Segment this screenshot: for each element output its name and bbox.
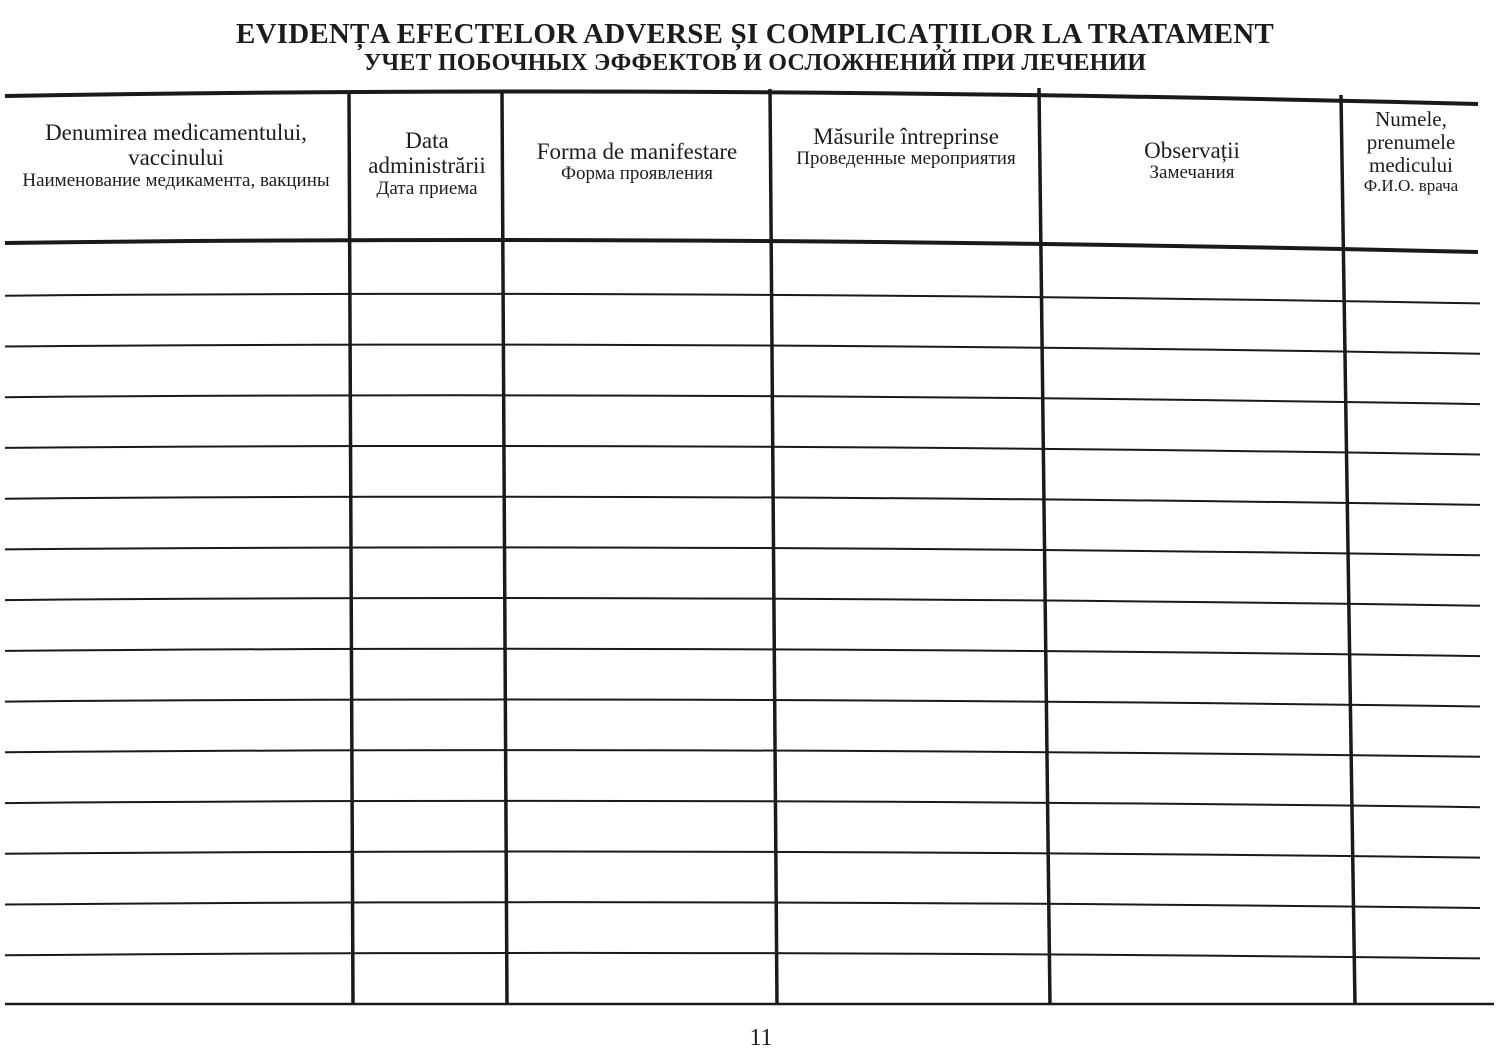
column-header-doctor bbox=[1350, 108, 1472, 196]
table-cell[interactable] bbox=[1353, 247, 1476, 290]
table-cell[interactable] bbox=[778, 754, 1041, 797]
table-cell[interactable] bbox=[355, 653, 501, 696]
column-header-label-ro: Măsurile întreprinse bbox=[813, 124, 999, 149]
column-header-label-ru: Дата приема bbox=[376, 177, 478, 199]
table-cell[interactable] bbox=[1353, 349, 1476, 392]
table-cell[interactable] bbox=[9, 907, 347, 950]
table-cell[interactable] bbox=[778, 856, 1041, 899]
table-cell[interactable] bbox=[1353, 501, 1476, 544]
table-cell[interactable] bbox=[9, 805, 347, 848]
table-cell[interactable] bbox=[1353, 450, 1476, 493]
column-divider bbox=[770, 89, 777, 1005]
table-cell[interactable] bbox=[778, 602, 1041, 645]
table-cell[interactable] bbox=[9, 450, 347, 493]
table-cell[interactable] bbox=[1353, 399, 1476, 442]
table-cell[interactable] bbox=[9, 501, 347, 544]
table-cell[interactable] bbox=[1353, 754, 1476, 797]
table-cell[interactable] bbox=[1353, 602, 1476, 645]
table-cell[interactable] bbox=[355, 805, 501, 848]
table-cell[interactable] bbox=[509, 805, 770, 848]
column-divider bbox=[502, 93, 507, 1005]
table-cell[interactable] bbox=[355, 501, 501, 544]
table-cell[interactable] bbox=[9, 754, 347, 797]
table-cell[interactable] bbox=[355, 450, 501, 493]
table-cell[interactable] bbox=[1353, 704, 1476, 747]
table-cell[interactable] bbox=[9, 704, 347, 747]
table-cell[interactable] bbox=[1049, 501, 1345, 544]
column-header-label-ru: Наименование медикамента, вакцины bbox=[22, 169, 330, 191]
column-header-label-ro: Data administrării bbox=[368, 128, 486, 179]
table-cell[interactable] bbox=[509, 399, 770, 442]
table-cell[interactable] bbox=[509, 653, 770, 696]
table-cell[interactable] bbox=[1353, 856, 1476, 899]
table-cell[interactable] bbox=[1049, 450, 1345, 493]
table-cell[interactable] bbox=[1049, 298, 1345, 341]
form-title-romanian: EVIDENȚA EFECTELOR ADVERSE ȘI COMPLICAȚIILOR LA TRATAMENT bbox=[236, 18, 1274, 50]
table-cell[interactable] bbox=[778, 805, 1041, 848]
table-cell[interactable] bbox=[9, 957, 347, 1000]
table-cell[interactable] bbox=[355, 298, 501, 341]
table-cell[interactable] bbox=[509, 957, 770, 1000]
column-header-label-ro: Forma de manifestare bbox=[536, 139, 738, 164]
table-cell[interactable] bbox=[9, 399, 347, 442]
table-cell[interactable] bbox=[778, 247, 1041, 290]
table-cell[interactable] bbox=[509, 704, 770, 747]
table-cell[interactable] bbox=[778, 349, 1041, 392]
table-cell[interactable] bbox=[778, 907, 1041, 950]
table-cell[interactable] bbox=[778, 551, 1041, 594]
table-cell[interactable] bbox=[509, 450, 770, 493]
table-cell[interactable] bbox=[778, 704, 1041, 747]
table-cell[interactable] bbox=[1353, 957, 1476, 1000]
table-cell[interactable] bbox=[509, 349, 770, 392]
table-cell[interactable] bbox=[1353, 653, 1476, 696]
column-divider bbox=[349, 94, 353, 1005]
table-cell[interactable] bbox=[9, 551, 347, 594]
table-cell[interactable] bbox=[778, 957, 1041, 1000]
table-cell[interactable] bbox=[355, 399, 501, 442]
table-cell[interactable] bbox=[509, 298, 770, 341]
column-header-label-ro: Observații bbox=[1144, 138, 1240, 163]
table-cell[interactable] bbox=[509, 602, 770, 645]
table-cell[interactable] bbox=[1049, 551, 1345, 594]
table-cell[interactable] bbox=[1353, 298, 1476, 341]
table-cell[interactable] bbox=[1049, 247, 1345, 290]
column-header-label-ro: Numele, prenumele medicului bbox=[1366, 107, 1456, 178]
table-cell[interactable] bbox=[355, 349, 501, 392]
table-cell[interactable] bbox=[355, 602, 501, 645]
table-cell[interactable] bbox=[1049, 704, 1345, 747]
table-cell[interactable] bbox=[1049, 805, 1345, 848]
table-cell[interactable] bbox=[778, 399, 1041, 442]
table-top-border bbox=[5, 92, 1478, 105]
table-cell[interactable] bbox=[509, 856, 770, 899]
table-cell[interactable] bbox=[1049, 856, 1345, 899]
table-cell[interactable] bbox=[1353, 805, 1476, 848]
column-header-label-ru: Форма проявления bbox=[560, 163, 714, 185]
table-cell[interactable] bbox=[509, 247, 770, 290]
column-header-label-ru: Замечания bbox=[1149, 162, 1235, 184]
table-cell[interactable] bbox=[355, 551, 501, 594]
table-cell[interactable] bbox=[1049, 602, 1345, 645]
table-cell[interactable] bbox=[1049, 653, 1345, 696]
table-cell[interactable] bbox=[355, 957, 501, 1000]
table-cell[interactable] bbox=[355, 704, 501, 747]
table-cell[interactable] bbox=[9, 602, 347, 645]
table-cell[interactable] bbox=[1049, 754, 1345, 797]
page-number: 11 bbox=[749, 1025, 773, 1051]
table-cell[interactable] bbox=[778, 298, 1041, 341]
table-cell[interactable] bbox=[355, 907, 501, 950]
table-cell[interactable] bbox=[9, 856, 347, 899]
table-cell[interactable] bbox=[1049, 399, 1345, 442]
table-cell[interactable] bbox=[1353, 551, 1476, 594]
table-cell[interactable] bbox=[1049, 957, 1345, 1000]
table-cell[interactable] bbox=[355, 247, 501, 290]
table-cell[interactable] bbox=[778, 501, 1041, 544]
column-header-medication bbox=[8, 120, 344, 191]
column-header-observations bbox=[1046, 138, 1338, 184]
column-header-manifestation bbox=[508, 139, 766, 185]
table-cell[interactable] bbox=[778, 450, 1041, 493]
table-cell[interactable] bbox=[9, 349, 347, 392]
column-header-measures bbox=[776, 124, 1036, 170]
table-cell[interactable] bbox=[1049, 907, 1345, 950]
column-header-label-ru: Проведенные мероприятия bbox=[796, 148, 1016, 170]
form-title-russian: УЧЕТ ПОБОЧНЫХ ЭФФЕКТОВ И ОСЛОЖНЕНИЙ ПРИ ЛЕЧЕНИИ bbox=[363, 50, 1147, 76]
table-cell[interactable] bbox=[509, 501, 770, 544]
column-header-label-ro: Denumirea medicamentului, vaccinului bbox=[45, 120, 307, 171]
column-header-label-ru: Ф.И.О. врача bbox=[1363, 176, 1459, 196]
table-cell[interactable] bbox=[1049, 349, 1345, 392]
table-cell[interactable] bbox=[9, 298, 347, 341]
table-cell[interactable] bbox=[355, 856, 501, 899]
table-cell[interactable] bbox=[355, 754, 501, 797]
table-cell[interactable] bbox=[509, 551, 770, 594]
table-cell[interactable] bbox=[9, 653, 347, 696]
column-header-date bbox=[354, 128, 500, 199]
table-cell[interactable] bbox=[9, 247, 347, 290]
table-cell[interactable] bbox=[509, 754, 770, 797]
table-cell[interactable] bbox=[778, 653, 1041, 696]
table-cell[interactable] bbox=[509, 907, 770, 950]
table-cell[interactable] bbox=[1353, 907, 1476, 950]
